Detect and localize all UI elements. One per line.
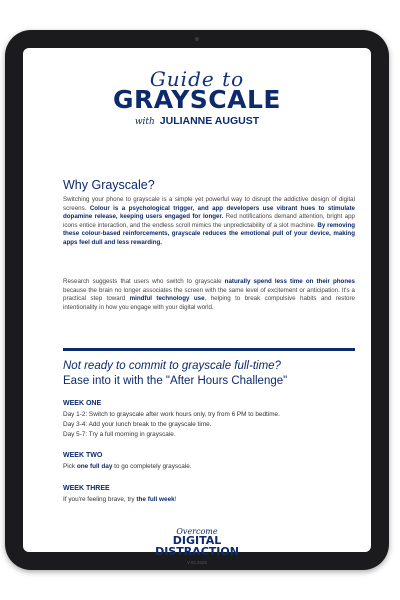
week-two-line (63, 463, 192, 470)
camera-dot (195, 37, 199, 41)
body-text: , helping to break compulsive habits and restore intentionality in how you engage with your digital world. (63, 295, 355, 311)
challenge-subtitle: Ease into it with the "After Hours Challenge" (63, 375, 288, 387)
week-one-line-1: Day 1-2: Switch to grayscale after work hours only, try from 6 PM to bedtime. (63, 411, 280, 418)
overcome-script: Overcome (176, 527, 218, 536)
grayscale-title: GRAYSCALE (112, 85, 282, 114)
section-divider (63, 348, 355, 351)
guide-document (23, 48, 371, 565)
why-grayscale-heading: Why Grayscale? (63, 178, 155, 192)
body-text: Research suggests that users who switch to grayscale (63, 278, 225, 285)
emphasis-text: mindful technology use (129, 295, 205, 303)
body-text: Switching your phone to grayscale is a simple yet powerful way to disrupt the addictive design of digital screens. (63, 196, 355, 212)
tablet-screen (23, 48, 371, 565)
emphasis-text: naturally spend less time on their phones (224, 278, 356, 285)
why-paragraph-1 (63, 196, 355, 248)
footer-logo (23, 528, 371, 557)
week-three-line (63, 496, 176, 503)
title-logo (23, 67, 371, 127)
body-text: Pick (63, 463, 77, 470)
week-two-heading: WEEK TWO (63, 452, 103, 459)
author-line (23, 115, 371, 127)
version-label: V.02.2025 (186, 560, 208, 565)
guide-to-script: Guide to (149, 67, 245, 91)
week-one-line-2: Day 3-4: Add your lunch break to the grayscale time. (63, 421, 212, 428)
week-one-line-3: Day 5-7: Try a full morning in grayscale. (63, 431, 176, 438)
why-paragraph-2 (63, 278, 355, 312)
digital-word: DIGITAL (172, 534, 222, 547)
body-text: ! (174, 496, 177, 503)
tablet-device (5, 30, 389, 570)
emphasis-text: By removing these colour-based reinforcements, grayscale reduces the emotional pull of your device, making apps feel dull and less rewarding. (63, 221, 356, 246)
with-script: with (134, 117, 155, 127)
body-text: If you're feeling brave, try (63, 496, 137, 503)
body-text: Red notifications demand attention, bright app icons entice interaction, and the endless scroll mimics the unpredictability of a slot machine. (63, 213, 355, 229)
week-one-heading: WEEK ONE (63, 400, 102, 407)
emphasis-text: one full day (76, 463, 113, 470)
distraction-word: DISTRACTION (155, 545, 239, 558)
emphasis-text: the full week (136, 496, 175, 503)
body-text: because the brain no longer associates the screen with the same level of excitement or anticipation. It's a practical step toward (63, 286, 355, 303)
challenge-question: Not ready to commit to grayscale full-time? (63, 360, 281, 372)
week-three-heading: WEEK THREE (63, 485, 110, 492)
emphasis-text: Colour is a psychological trigger, and app developers use vibrant hues to stimulate dopamine release, keeping users engaged for longer. (63, 204, 355, 221)
body-text: to go completely grayscale. (112, 463, 192, 470)
author-name: JULIANNE AUGUST (159, 115, 260, 127)
